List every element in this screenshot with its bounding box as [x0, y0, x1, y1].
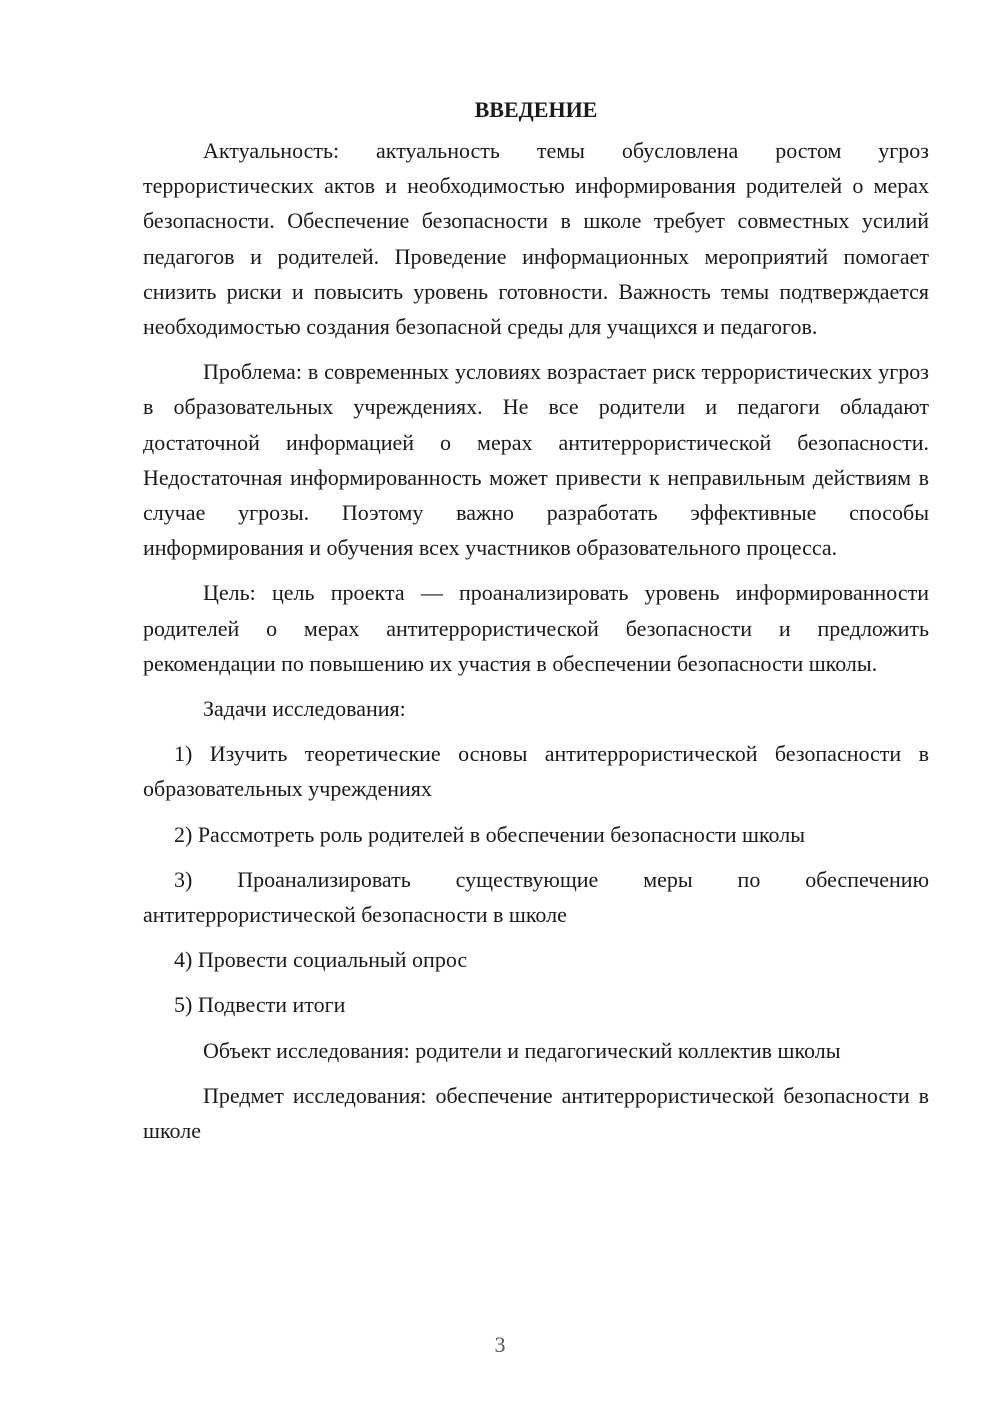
document-page: [143, 92, 929, 1158]
paragraph-relevance: Актуальность: актуальность темы обусловлена ростом угроз террористических актов и необходимостью информирования родителей о мерах безопасности. Обеспечение безопасности в школе требует совместных усилий педагогов и родителей. Проведение информационных мероприятий помогает снизить риски и повысить уровень готовности. Важность темы подтверждается необходимостью создания безопасной среды для учащихся и педагогов.: [143, 138, 929, 340]
paragraph-problem: Проблема: в современных условиях возрастает риск террористических угроз в образовательных учреждениях. Не все родители и педагоги обладают достаточной информацией о мерах антитеррористической безопасности. Недостаточная информированность может привести к неправильным действиям в случае угрозы. Поэтому важно разработать эффективные способы информирования и обучения всех участников образовательного процесса.: [143, 359, 929, 561]
task-item-1: 1) Изучить теоретические основы антитеррористической безопасности в образовательных учреждениях: [143, 741, 929, 802]
page-number: 3: [494, 1332, 506, 1357]
research-object: Объект исследования: родители и педагогический коллектив школы: [203, 1037, 841, 1063]
task-item-5: 5) Подвести итоги: [174, 992, 346, 1018]
page-title: ВВЕДЕНИЕ: [474, 97, 598, 122]
research-subject: Предмет исследования: обеспечение антитеррористической безопасности в школе: [143, 1082, 929, 1144]
task-item-3: 3) Проанализировать существующие меры по обеспечению антитеррористической безопасности в школе: [143, 866, 929, 928]
tasks-heading: Задачи исследования:: [203, 696, 406, 722]
paragraph-goal: Цель: цель проекта — проанализировать уровень информированности родителей о мерах антитеррористической безопасности и предложить рекомендации по повышению их участия в обеспечении безопасности школы.: [143, 580, 929, 676]
task-item-4: 4) Провести социальный опрос: [174, 947, 468, 973]
task-item-2: 2) Рассмотреть роль родителей в обеспечении безопасности школы: [174, 821, 805, 847]
